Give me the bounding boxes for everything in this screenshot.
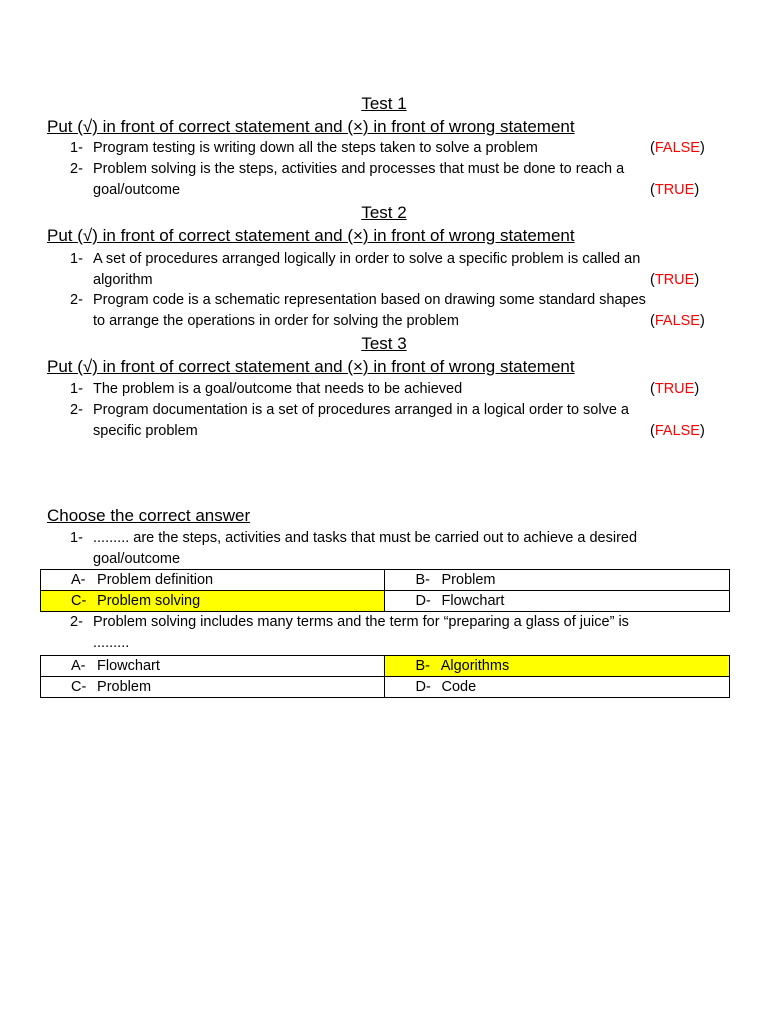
question-2-options-table bbox=[40, 655, 730, 698]
item-number: 2- bbox=[70, 292, 83, 308]
item-text-cont: algorithm bbox=[93, 272, 153, 288]
option-d: D- Flowchart bbox=[385, 591, 730, 612]
option-a: A- Flowchart bbox=[41, 656, 385, 677]
item-text: Problem solving is the steps, activities and processes that must be done to reach a bbox=[93, 161, 625, 177]
question-text: ......... are the steps, activities and tasks that must be carried out to achieve a desired bbox=[93, 530, 638, 546]
item-text: The problem is a goal/outcome that needs to be achieved bbox=[93, 381, 463, 397]
item-number: 1- bbox=[70, 381, 83, 397]
item-text: Program testing is writing down all the steps taken to solve a problem bbox=[93, 140, 538, 156]
item-number: 2- bbox=[70, 161, 83, 177]
test-3-item-2-answer: (FALSE) bbox=[650, 423, 705, 439]
item-text: A set of procedures arranged logically in order to solve a specific problem is called an bbox=[93, 251, 641, 267]
item-number: 1- bbox=[70, 530, 83, 546]
item-number: 1- bbox=[70, 140, 83, 156]
test-3-item-1-answer: (TRUE) bbox=[650, 381, 700, 397]
option-c: C- Problem bbox=[41, 677, 385, 698]
test-3-title: Test 3 bbox=[361, 334, 407, 353]
item-number: 2- bbox=[70, 402, 83, 418]
item-text: Program documentation is a set of procedures arranged in a logical order to solve a bbox=[93, 402, 629, 418]
test-2-item-1-answer: (TRUE) bbox=[650, 272, 700, 288]
test-3-instruction: Put (√) in front of correct statement and (×) in front of wrong statement bbox=[47, 357, 575, 376]
question-1-options-table bbox=[40, 569, 730, 612]
option-d: D- Code bbox=[385, 677, 730, 698]
item-text-cont: to arrange the operations in order for solving the problem bbox=[93, 313, 459, 329]
question-text: Problem solving includes many terms and the term for “preparing a glass of juice” is bbox=[93, 614, 629, 630]
test-2-item-2-answer: (FALSE) bbox=[650, 313, 705, 329]
test-1-title: Test 1 bbox=[361, 94, 407, 113]
option-a: A- Problem definition bbox=[41, 570, 385, 591]
test-1-item-1-answer: (FALSE) bbox=[650, 140, 705, 156]
option-b: B- Problem bbox=[385, 570, 730, 591]
test-1-item-2-answer: (TRUE) bbox=[650, 182, 700, 198]
option-b-highlighted: B- Algorithms bbox=[385, 656, 730, 677]
question-text-cont: ......... bbox=[93, 635, 130, 651]
test-2-instruction: Put (√) in front of correct statement and (×) in front of wrong statement bbox=[47, 226, 575, 245]
item-number: 1- bbox=[70, 251, 83, 267]
item-text: Program code is a schematic representation based on drawing some standard shapes bbox=[93, 292, 646, 308]
item-text-cont: goal/outcome bbox=[93, 182, 181, 198]
question-text-cont: goal/outcome bbox=[93, 551, 181, 567]
test-1-instruction: Put (√) in front of correct statement and (×) in front of wrong statement bbox=[47, 117, 575, 136]
item-text-cont: specific problem bbox=[93, 423, 198, 439]
choose-section-title: Choose the correct answer bbox=[47, 506, 251, 525]
option-c-highlighted: C- Problem solving bbox=[41, 591, 385, 612]
test-2-title: Test 2 bbox=[361, 203, 407, 222]
item-number: 2- bbox=[70, 614, 83, 630]
